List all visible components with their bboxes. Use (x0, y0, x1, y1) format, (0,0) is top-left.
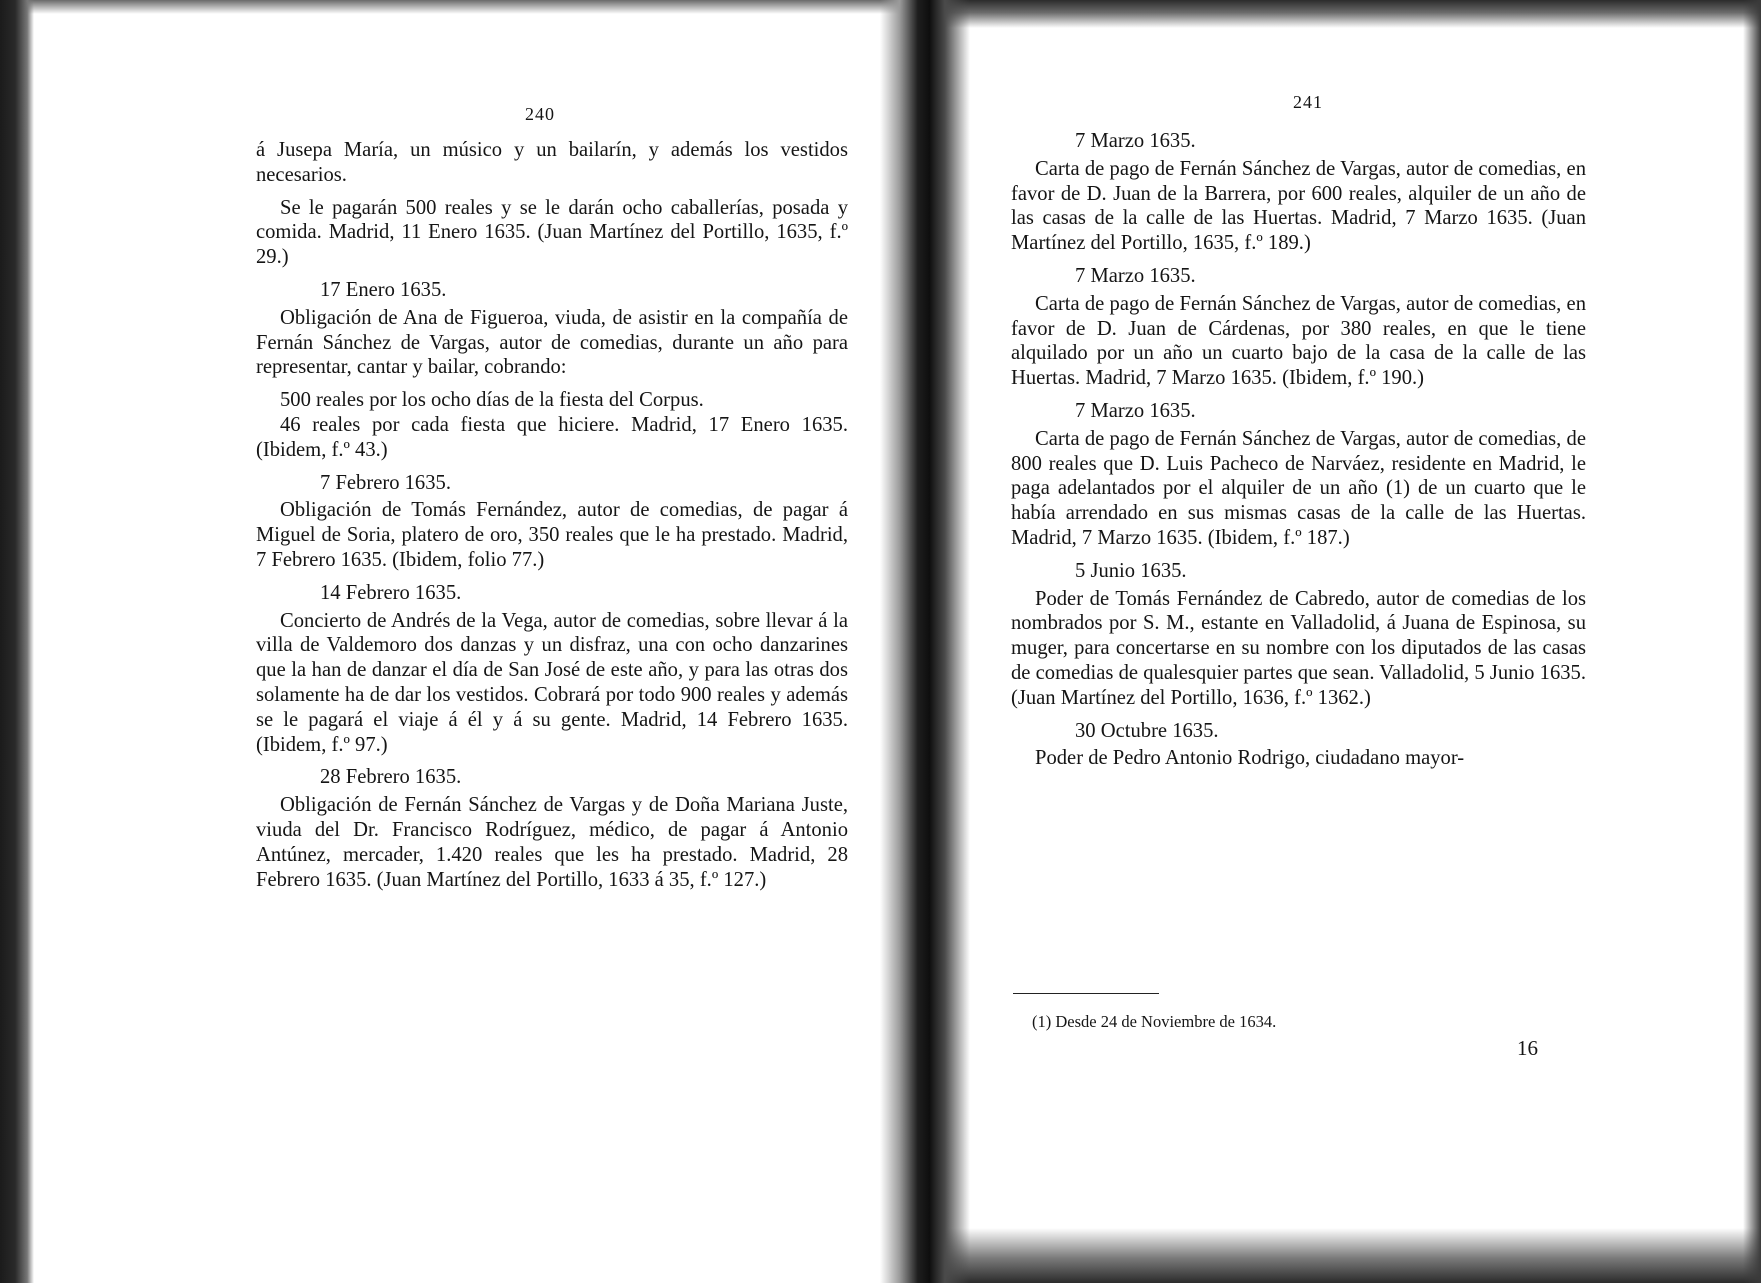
right-page-text (1011, 127, 1586, 779)
right-page-number: 241 (1293, 92, 1323, 112)
scan-shadow-bottom-right (905, 1228, 1761, 1283)
entry-date: 7 Febrero 1635. (320, 471, 451, 494)
entry-paragraph: 46 reales por cada fiesta que hiciere. Madrid, 17 Enero 1635. (Ibidem, f.º 43.) (256, 413, 848, 461)
footnote: (1) Desde 24 de Noviembre de 1634. (1032, 1012, 1277, 1031)
entry-paragraph: Obligación de Tomás Fernández, autor de comedias, de pagar á Miguel de Soria, platero de oro, 350 reales que le ha prestado. Madrid, 7 Febrero 1635. (Ibidem, folio 77.) (256, 499, 848, 571)
entry-paragraph: Poder de Pedro Antonio Rodrigo, ciudadano mayor- (1035, 747, 1465, 770)
list-line: 500 reales por los ocho días de la fiesta del Corpus. (280, 389, 704, 412)
entry-paragraph: Obligación de Ana de Figueroa, viuda, de asistir en la compañía de Fernán Sánchez de Vargas, autor de comedias, durante un año para representar, cantar y bailar, cobrando: (256, 306, 848, 379)
entry-paragraph: Poder de Tomás Fernández de Cabredo, autor de comedias de los nombrados por S. M., estante en Valladolid, á Juana de Espinosa, su muger, para concertarse en su nombre con los diputados de las casas de comedias de qualesquier partes que sean. Valladolid, 5 Junio 1635. (Juan Martínez del Portillo, 1636, f.º 1362.) (1011, 587, 1586, 709)
signature-mark: 16 (1517, 1036, 1538, 1060)
left-page-number: 240 (525, 104, 555, 124)
entry-date: 7 Marzo 1635. (1075, 264, 1196, 287)
entry-paragraph: Carta de pago de Fernán Sánchez de Vargas, autor de comedias, en favor de D. Juan de Cárdenas, por 380 reales, en que le tiene alquilado por un año un cuarto bajo de la casa de la calle de las Huertas. Madrid, 7 Marzo 1635. (Ibidem, f.º 190.) (1011, 292, 1586, 390)
entry-date: 7 Marzo 1635. (1075, 130, 1196, 152)
scan-shadow-top-right (905, 0, 1761, 28)
entry-paragraph: Obligación de Fernán Sánchez de Vargas y de Doña Mariana Juste, viuda del Dr. Francisco Rodríguez, médico, de pagar á Antonio Antúnez, mercader, 1.420 reales que les ha prestado. Madrid, 28 Febrero 1635. (Juan Martínez del Portillo, 1633 á 35, f.º 127.) (256, 794, 848, 891)
entry-date: 17 Enero 1635. (320, 278, 447, 301)
left-page-text (256, 138, 848, 900)
scan-shadow-left-edge (0, 0, 34, 1283)
entry-paragraph: á Jusepa María, un músico y un bailarín, y además los vestidos necesarios. (256, 139, 848, 186)
entry-paragraph: Concierto de Andrés de la Vega, autor de comedias, sobre llevar á la villa de Valdemoro dos danzas y un disfraz, una con ocho danzarines que la han de danzar el día de San José de este año, y para las otras dos solamente ha de dar los vestidos. Cobrará por todo 900 reales y además se le pagará el viaje á él y á su gente. Madrid, 14 Febrero 1635. (Ibidem, f.º 97.) (256, 609, 848, 756)
entry-date: 14 Febrero 1635. (320, 581, 462, 604)
entry-paragraph: Carta de pago de Fernán Sánchez de Vargas, autor de comedias, de 800 reales que D. Luis Pacheco de Narváez, residente en Madrid, le paga adelantados por el alquiler de un año (1) de un cuarto que le había arrendado en sus mismas casas de la calle de las Huertas. Madrid, 7 Marzo 1635. (Ibidem, f.º 187.) (1011, 427, 1586, 549)
footnote-rule (1013, 993, 1159, 994)
scan-shadow-top-left (0, 0, 905, 14)
entry-date: 7 Marzo 1635. (1075, 399, 1196, 422)
entry-paragraph: Carta de pago de Fernán Sánchez de Vargas, autor de comedias, en favor de D. Juan de la Barrera, por 600 reales, alquiler de un año de las casas de la calle de las Huertas. Madrid, 7 Marzo 1635. (Juan Martínez del Portillo, 1635, f.º 189.) (1011, 157, 1586, 255)
entry-date: 30 Octubre 1635. (1075, 719, 1219, 742)
entry-date: 28 Febrero 1635. (320, 766, 462, 789)
entry-paragraph: Se le pagarán 500 reales y se le darán ocho caballerías, posada y comida. Madrid, 11 Enero 1635. (Juan Martínez del Portillo, 1635, f.º 29.) (256, 196, 848, 269)
scan-shadow-right-edge (1743, 0, 1761, 1283)
entry-date: 5 Junio 1635. (1075, 559, 1187, 582)
book-gutter (880, 0, 970, 1283)
